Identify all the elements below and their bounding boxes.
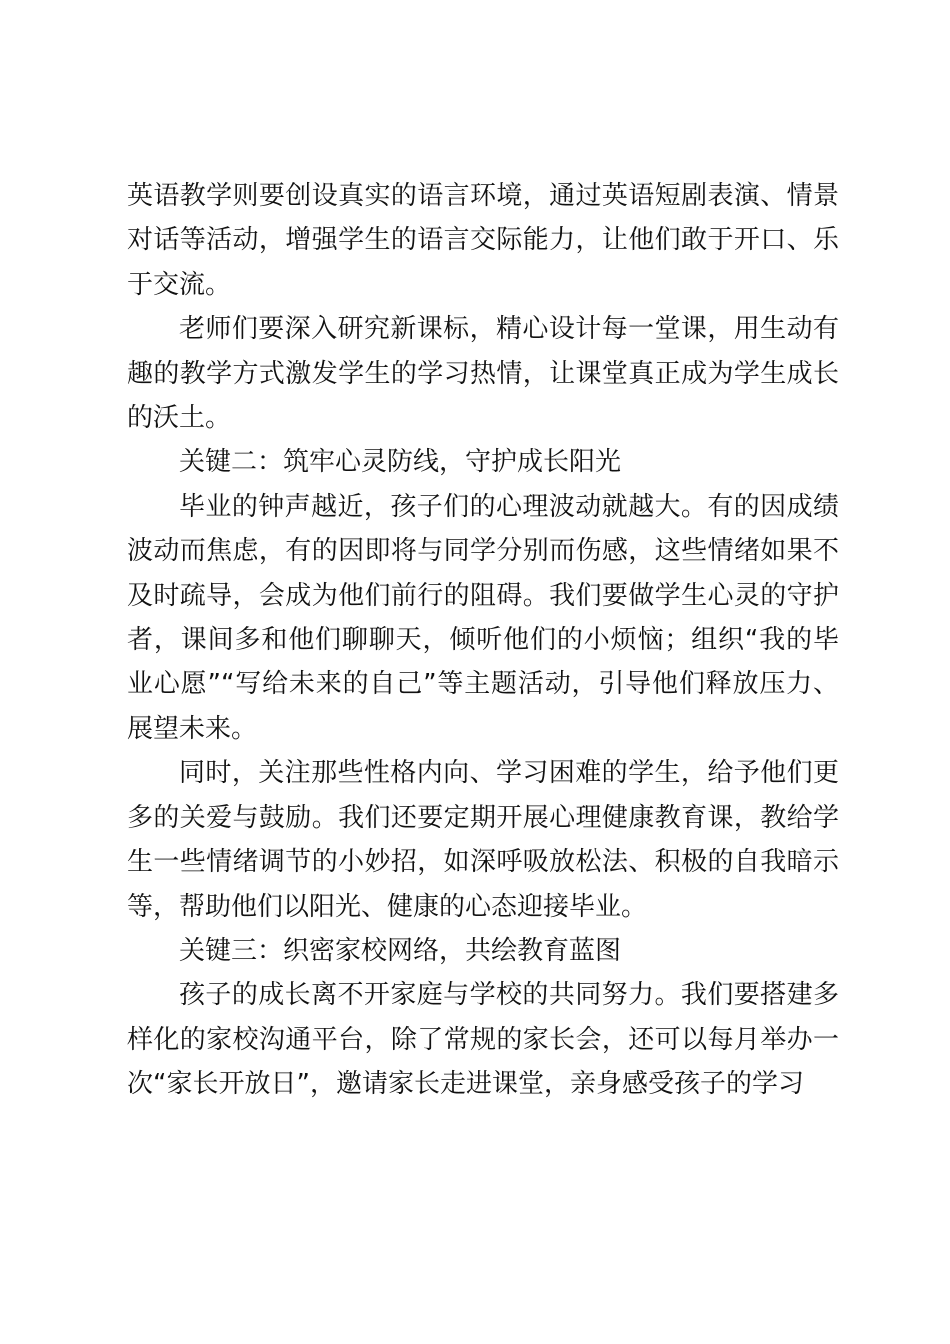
document-body (127, 174, 839, 1107)
paragraph-english-teaching: 英语教学则要创设真实的语言环境，通过英语短剧表演、情景对话等活动，增强学生的语言交际能力，让他们敢于开口、乐于交流。 (127, 181, 839, 300)
paragraph-graduation-emotions: 毕业的钟声越近，孩子们的心理波动就越大。有的因成绩波动而焦虑，有的因即将与同学分别而伤感，这些情绪如果不及时疏导，会成为他们前行的阻碍。我们要做学生心灵的守护者，课间多和他们聊聊天，倾听他们的小烦恼；组织“我的毕业心愿”“写给未来的自己”等主题活动，引导他们释放压力、展望未来。 (127, 491, 839, 744)
paragraph-home-school: 孩子的成长离不开家庭与学校的共同努力。我们要搭建多样化的家校沟通平台，除了常规的家长会，还可以每月举办一次“家长开放日”，邀请家长走进课堂，亲身感受孩子的学习 (127, 980, 839, 1100)
paragraph-mental-health: 同时，关注那些性格内向、学习困难的学生，给予他们更多的关爱与鼓励。我们还要定期开展心理健康教育课，教给学生一些情绪调节的小妙招，如深呼吸放松法、积极的自我暗示等，帮助他们以阳光、健康的心态迎接毕业。 (127, 758, 839, 922)
section-heading-key-three: 关键三：织密家校网络，共绘教育蓝图 (179, 935, 622, 966)
section-heading-key-two: 关键二：筑牢心灵防线，守护成长阳光 (179, 447, 622, 478)
paragraph-teachers-curriculum: 老师们要深入研究新课标，精心设计每一堂课，用生动有趣的教学方式激发学生的学习热情，让课堂真正成为学生成长的沃土。 (127, 314, 839, 434)
